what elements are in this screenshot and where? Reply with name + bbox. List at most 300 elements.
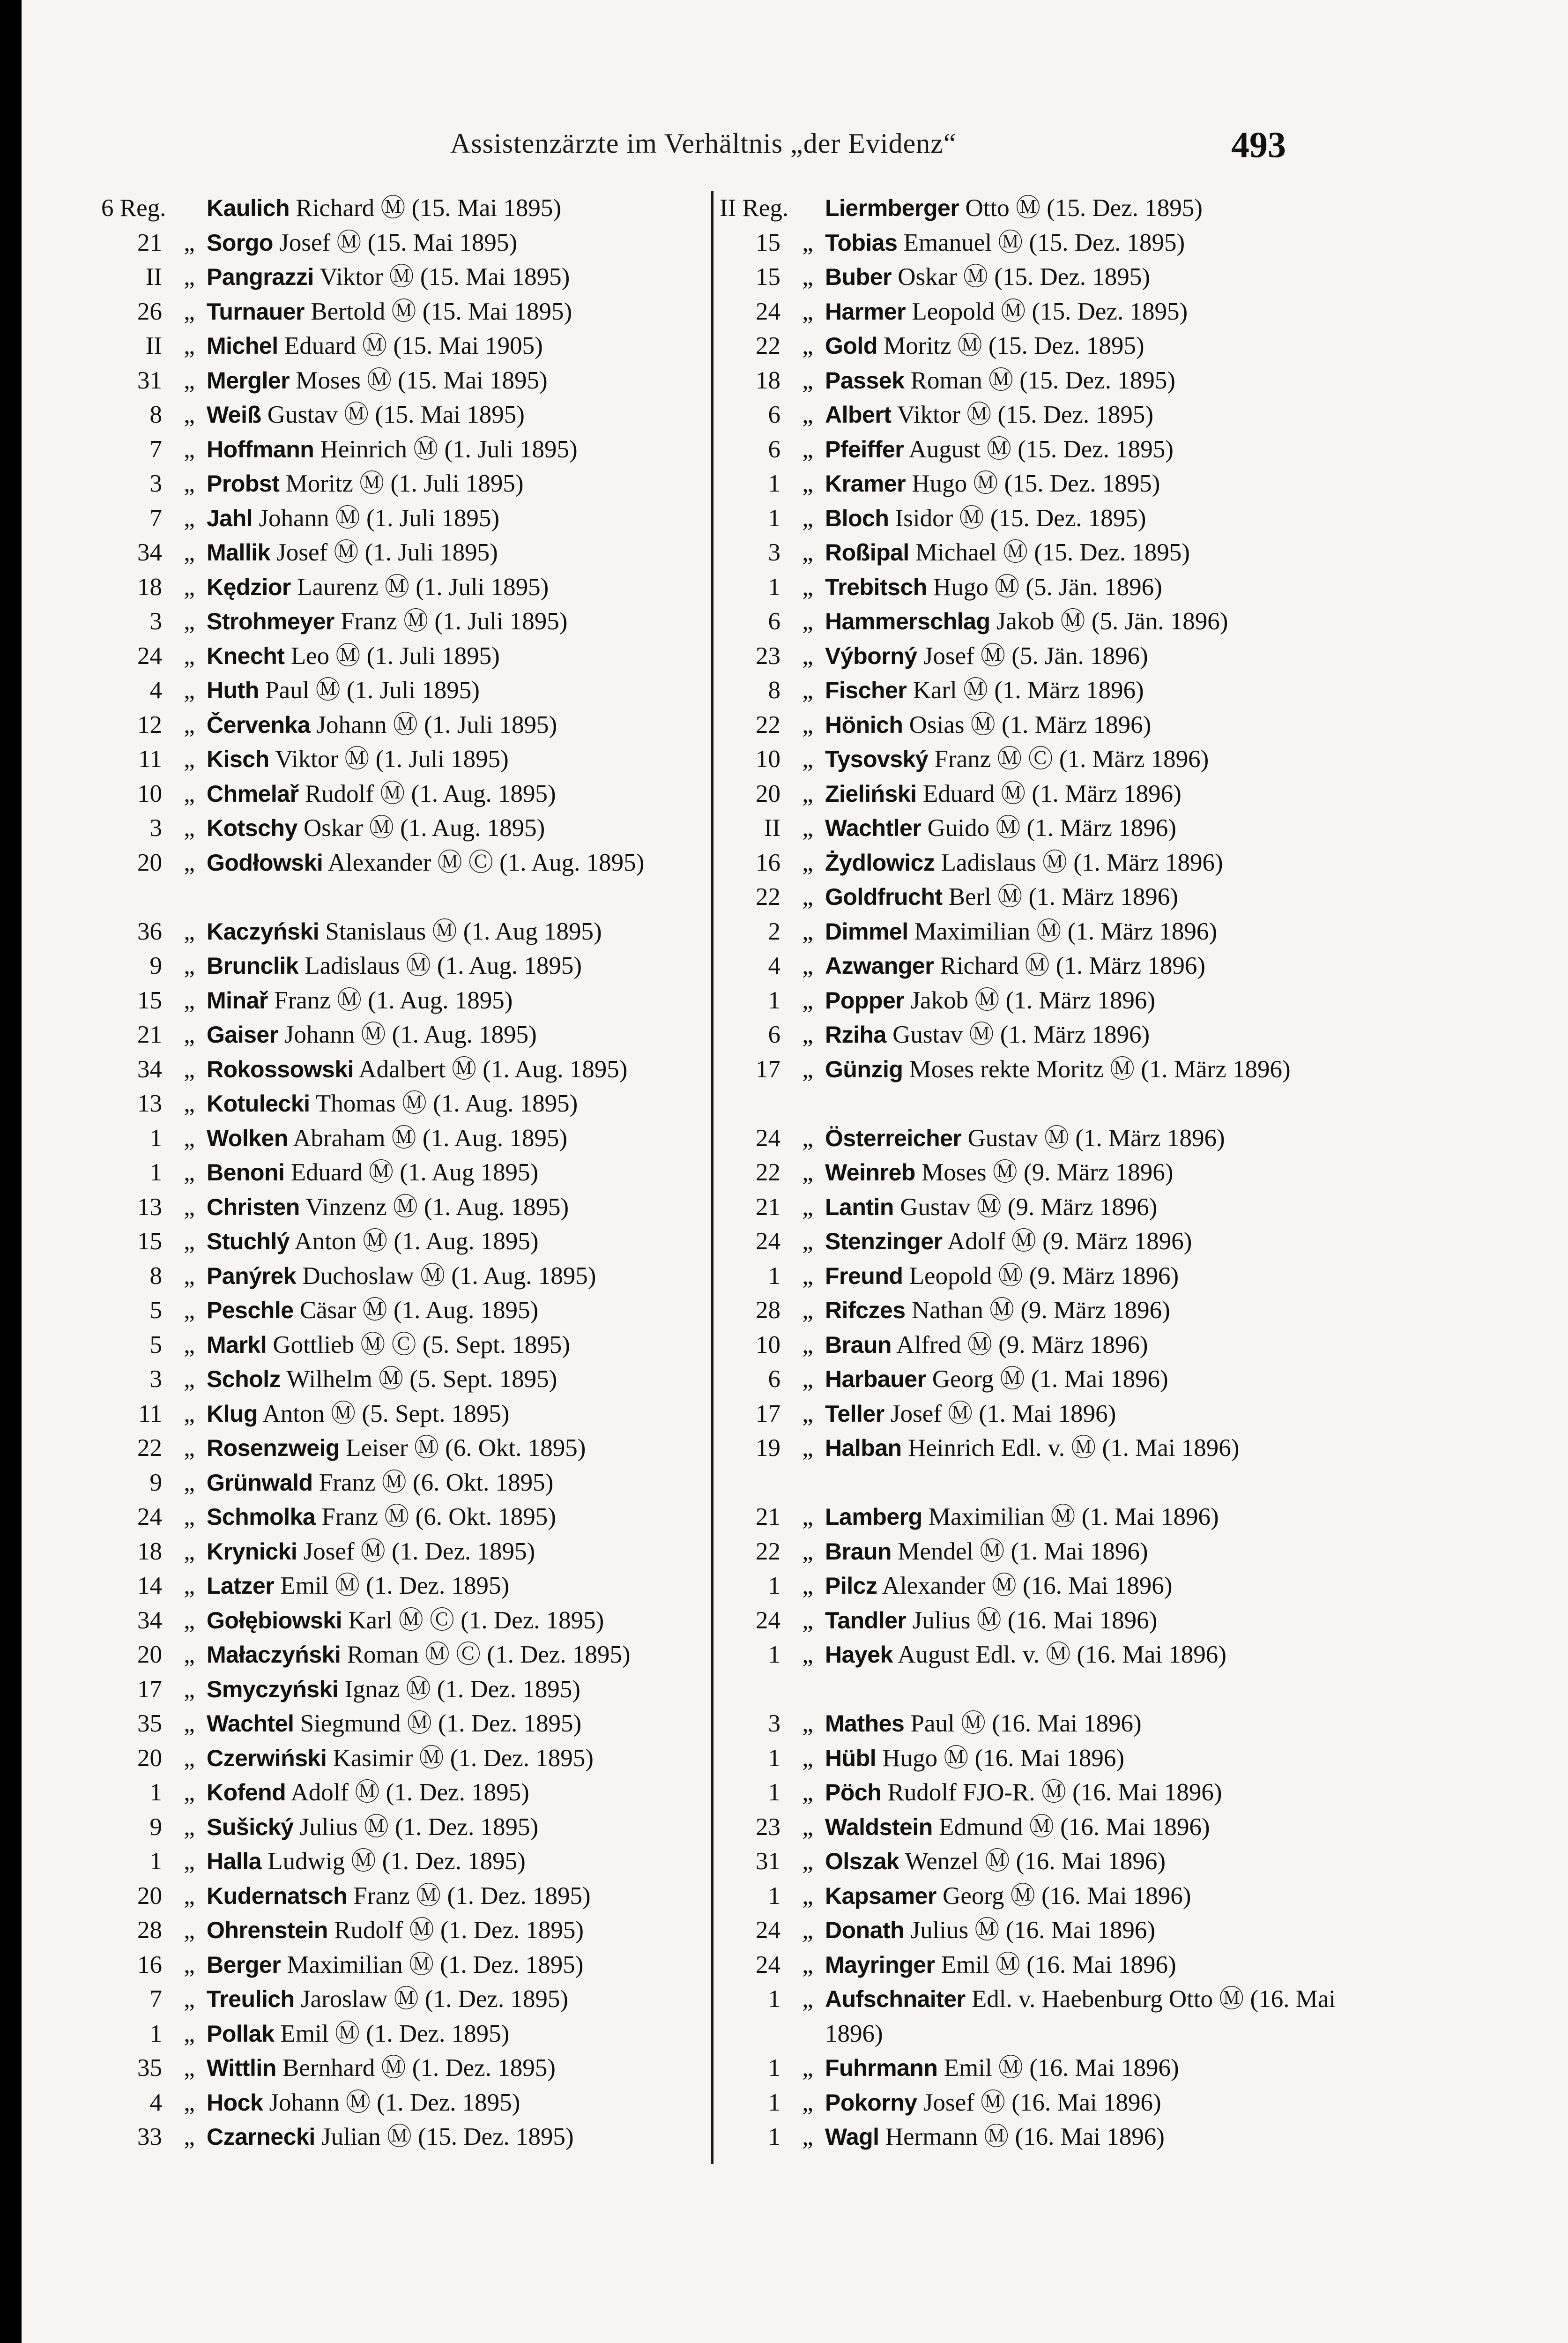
ditto-mark: „ [184,2020,195,2047]
ditto-mark: „ [802,2054,813,2082]
entry-text [207,1156,731,1190]
surname: Buber [825,264,892,290]
ditto-mark: „ [184,1366,195,1393]
list-item [720,708,1350,743]
entry-text [825,1810,1350,1845]
ditto-mark: „ [184,332,195,359]
entry-details: Berl Ⓜ (1. März 1896) [942,883,1178,910]
surname: Latzer [207,1573,275,1599]
list-item [720,949,1350,984]
entry-details: Eduard Ⓜ (15. Mai 1905) [278,332,543,359]
entry-text [825,1431,1350,1466]
entry-text [825,1879,1350,1914]
entry-details: Hermann Ⓜ (16. Mai 1896) [879,2123,1165,2150]
list-item [101,501,731,536]
surname: Kotschy [207,815,297,841]
surname: Mallik [207,539,270,566]
entry-number: 1 [768,2054,780,2082]
entry-details: Franz Ⓜ (6. Okt. 1895) [312,1469,554,1496]
entry-text [825,1293,1350,1328]
entry-details: Ludwig Ⓜ (1. Dez. 1895) [261,1848,526,1875]
surname: Teller [825,1400,884,1427]
ditto-mark: „ [802,2123,813,2150]
ditto-mark: „ [184,1537,195,1565]
entry-details: Franz Ⓜ (1. Dez. 1895) [347,1882,591,1910]
ditto-mark: „ [184,1813,195,1841]
entry-number: 23 [756,642,780,670]
entry-details: Siegmund Ⓜ (1. Dez. 1895) [294,1710,582,1737]
surname: Pfeiffer [825,436,904,463]
list-item [720,1052,1350,1121]
list-item [720,398,1350,433]
surname: Liermberger [825,195,959,221]
list-item [101,1844,731,1879]
ditto-mark: „ [184,2123,195,2150]
entry-details: Karl Ⓜ (1. März 1896) [907,677,1144,704]
ditto-mark: „ [802,573,813,601]
entry-number: 10 [137,780,162,807]
list-item [720,1328,1350,1363]
ditto-mark: „ [802,1641,813,1668]
entry-text [825,1018,1350,1052]
surname: Hübl [825,1745,877,1771]
entry-text [825,639,1350,674]
ditto-mark: „ [184,1469,195,1496]
entry-text [207,329,731,364]
ditto-mark: „ [802,1779,813,1806]
entry-number: 21 [137,229,162,256]
entry-text [207,467,731,501]
entry-text [825,1535,1350,1569]
ditto-mark: „ [802,986,813,1014]
ditto-mark: „ [184,1641,195,1668]
entry-text [207,1844,731,1879]
ditto-mark: „ [802,366,813,394]
list-item [101,191,731,226]
entry-details: Eduard Ⓜ (1. März 1896) [916,780,1182,807]
list-item [720,1293,1350,1328]
entry-number: 24 [756,1606,780,1634]
list-item [101,2017,731,2052]
entry-details: Josef Ⓜ (5. Jän. 1896) [917,642,1148,670]
entry-number: 1 [149,2020,162,2047]
entry-details: Kasimir Ⓜ (1. Dez. 1895) [327,1744,594,1772]
entry-details: Isidor Ⓜ (15. Dez. 1895) [889,504,1146,532]
entry-text [207,1776,731,1810]
entry-text [207,1569,731,1604]
surname: Peschle [207,1297,294,1323]
list-item [720,880,1350,915]
entry-number: 24 [756,1951,780,1978]
entry-number: 35 [137,1710,162,1737]
entry-text [825,2086,1350,2120]
entry-number: 4 [768,952,780,979]
ditto-mark: „ [802,1503,813,1530]
surname: Jahl [207,505,253,531]
entry-details: Moses rekte Moritz Ⓜ (1. März 1896) [903,1055,1291,1083]
surname: Rosenzweig [207,1435,340,1461]
surname: Scholz [207,1366,281,1392]
entry-details: Michael Ⓜ (15. Dez. 1895) [909,539,1190,566]
entry-details: Laurenz Ⓜ (1. Juli 1895) [290,573,549,601]
ditto-mark: „ [184,229,195,256]
ditto-mark: „ [184,1985,195,2013]
entry-details: Emil Ⓜ (1. Dez. 1895) [274,2020,510,2047]
entry-details: Franz Ⓜ (1. Juli 1895) [334,608,568,635]
ditto-mark: „ [802,1813,813,1841]
ditto-mark: „ [184,298,195,325]
entry-text [825,1397,1350,1432]
list-item [720,1431,1350,1500]
entry-text [207,364,731,398]
list-item [101,570,731,605]
entry-details: Adolf Ⓜ (9. März 1896) [942,1228,1192,1255]
entry-number: 20 [137,1744,162,1772]
list-item [720,846,1350,880]
entry-number: 20 [137,1641,162,1668]
entry-number: 3 [149,470,162,497]
entry-details: Johann Ⓜ (1. Dez. 1895) [263,2089,520,2116]
list-item [101,846,731,915]
column-divider [711,191,713,2164]
entry-details: Leo Ⓜ (1. Juli 1895) [284,642,500,670]
ditto-mark: „ [184,435,195,463]
entry-text [825,1328,1350,1363]
entry-details: August Edl. v. Ⓜ (16. Mai 1896) [892,1641,1226,1668]
ditto-mark: „ [802,1331,813,1358]
ditto-mark: „ [184,1848,195,1875]
entry-text [207,1121,731,1156]
list-item [101,2086,731,2120]
list-item [720,1224,1350,1259]
entry-details: Mendel Ⓜ (1. Mai 1896) [891,1537,1148,1565]
entry-number: 16 [756,849,780,876]
entry-text [825,1741,1350,1776]
ditto-mark: „ [184,1882,195,1910]
surname: Pilcz [825,1573,877,1599]
entry-details: Oskar Ⓜ (15. Dez. 1895) [891,263,1150,291]
entry-text [207,191,731,226]
ditto-mark: „ [184,504,195,532]
surname: Fischer [825,677,907,703]
page-number: 493 [1231,124,1286,165]
surname: Azwanger [825,953,934,979]
entry-text [825,1913,1350,1948]
entry-details: Johann Ⓜ (1. Juli 1895) [310,711,557,739]
entry-number: 13 [137,1193,162,1221]
ditto-mark: „ [184,1572,195,1599]
entry-text [207,295,731,329]
entry-number: 6 [768,1366,780,1393]
entry-details: Rudolf Ⓜ (1. Aug. 1895) [298,780,556,807]
entry-number: 20 [137,1882,162,1910]
ditto-mark: „ [184,1434,195,1462]
entry-text [207,1672,731,1707]
entry-text [207,1018,731,1052]
entry-details: Josef Ⓜ (1. Dez. 1895) [297,1537,535,1565]
list-item [101,1604,731,1638]
entry-details: Georg Ⓜ (1. Mai 1896) [926,1366,1168,1393]
entry-number: 16 [137,1951,162,1978]
list-item [101,1190,731,1225]
ditto-mark: „ [802,401,813,428]
entry-details: Maximilian Ⓜ (1. März 1896) [908,918,1218,945]
entry-text [825,501,1350,536]
entry-text [825,777,1350,812]
entry-number: 6 Reg. [101,194,166,222]
surname: Weiß [207,402,261,428]
surname: Kapsamer [825,1882,936,1909]
entry-details: Bertold Ⓜ (15. Mai 1895) [305,298,572,325]
surname: Brunclik [207,953,299,979]
list-item [720,1018,1350,1052]
entry-text [825,364,1350,398]
entry-details: Johann Ⓜ (1. Aug. 1895) [278,1021,537,1048]
ditto-mark: „ [184,986,195,1014]
entry-number: 8 [149,401,162,428]
entry-number: 2 [768,918,780,945]
entry-number: 4 [149,2089,162,2116]
surname: Gaiser [207,1022,278,1048]
entry-details: Rudolf Ⓜ (1. Dez. 1895) [327,1917,584,1944]
entry-details: Leopold Ⓜ (15. Dez. 1895) [906,298,1188,325]
entry-number: 24 [756,1228,780,1255]
list-item [720,2120,1350,2155]
entry-details: Franz Ⓜ (1. Aug. 1895) [268,986,513,1014]
ditto-mark: „ [184,1021,195,1048]
entry-text [825,1604,1350,1638]
ditto-mark: „ [802,1159,813,1186]
entry-number: 1 [768,1779,780,1806]
entry-details: Emil Ⓜ (16. Mai 1896) [937,2054,1179,2082]
entry-number: 3 [149,814,162,842]
ditto-mark: „ [802,814,813,842]
right-column-list [720,191,1350,2155]
entry-details: Edl. v. Haebenburg Otto Ⓜ (16. Mai 1896) [825,1985,1336,2047]
surname: Probst [207,470,280,497]
ditto-mark: „ [802,504,813,532]
surname: Waldstein [825,1813,933,1840]
entry-number: 8 [149,1262,162,1290]
entry-details: Bernhard Ⓜ (1. Dez. 1895) [276,2054,556,2082]
surname: Rifczes [825,1297,906,1323]
surname: Kaczyński [207,918,320,945]
ditto-mark: „ [802,1882,813,1910]
entry-text [207,1638,731,1672]
entry-text [825,811,1350,846]
surname: Lamberg [825,1504,922,1530]
surname: Strohmeyer [207,608,334,634]
surname: Braun [825,1331,892,1358]
entry-text [207,1087,731,1121]
ditto-mark: „ [802,2089,813,2116]
list-item [101,1948,731,1983]
ditto-mark: „ [184,539,195,566]
entry-number: 3 [768,539,780,566]
entry-details: Eduard Ⓜ (1. Aug 1895) [284,1159,539,1186]
ditto-mark: „ [802,918,813,945]
ditto-mark: „ [802,332,813,359]
entry-number: 3 [149,1366,162,1393]
entry-number: 24 [137,642,162,670]
entry-number: 9 [149,1469,162,1496]
ditto-mark: „ [184,1503,195,1530]
surname: Trebitsch [825,574,927,600]
ditto-mark: „ [184,2054,195,2082]
surname: Wolken [207,1125,288,1151]
entry-text [207,1741,731,1776]
ditto-mark: „ [184,1228,195,1255]
entry-details: Gustav Ⓜ (1. März 1896) [961,1124,1225,1152]
entry-details: Maximilian Ⓜ (1. Dez. 1895) [281,1951,584,1978]
entry-details: Guido Ⓜ (1. März 1896) [921,814,1176,842]
ditto-mark: „ [184,263,195,291]
surname: Knecht [207,642,285,669]
entry-text [825,1638,1350,1672]
entry-number: 17 [756,1400,780,1427]
list-item [720,1121,1350,1156]
list-item [101,467,731,501]
ditto-mark: „ [802,1537,813,1565]
entry-text [207,1707,731,1741]
ditto-mark: „ [184,608,195,635]
ditto-mark: „ [184,1779,195,1806]
ditto-mark: „ [802,746,813,773]
entry-number: 9 [149,1813,162,1841]
surname: Kotulecki [207,1090,310,1117]
entry-details: Heinrich Ⓜ (1. Juli 1895) [314,435,578,463]
entry-number: II Reg. [720,194,789,222]
entry-text [825,984,1350,1018]
entry-text [207,1224,731,1259]
entry-details: Paul Ⓜ (16. Mai 1896) [904,1710,1142,1737]
surname: Olszak [825,1848,899,1874]
entry-details: Gustav Ⓜ (9. März 1896) [893,1193,1158,1221]
list-item [101,1569,731,1604]
list-item [720,1982,1350,2051]
list-item [720,1362,1350,1397]
entry-number: 31 [137,366,162,394]
surname: Czarnecki [207,2124,315,2150]
entry-text [207,2086,731,2120]
entry-text [825,536,1350,570]
entry-details: Stanislaus Ⓜ (1. Aug 1895) [319,918,602,945]
ditto-mark: „ [802,608,813,635]
list-item [101,398,731,433]
ditto-mark: „ [802,1917,813,1944]
list-item [720,1259,1350,1294]
surname: Kędzior [207,574,291,600]
list-item [101,1982,731,2017]
entry-text [825,260,1350,295]
surname: Czerwiński [207,1745,327,1771]
surname: Markl [207,1331,267,1358]
surname: Hayek [825,1642,893,1668]
surname: Výborný [825,642,917,669]
entry-text [825,2051,1350,2086]
entry-number: 6 [768,435,780,463]
list-item [720,1156,1350,1190]
entry-number: 13 [137,1090,162,1117]
entry-details: Alexander Ⓜ Ⓒ (1. Aug. 1895) [323,849,645,876]
entry-details: Viktor Ⓜ (15. Mai 1895) [313,263,570,291]
ditto-mark: „ [184,2089,195,2116]
surname: Ohrenstein [207,1917,328,1943]
entry-number: II [145,332,162,359]
entry-number: 21 [137,1021,162,1048]
entry-details: Julian Ⓜ (15. Dez. 1895) [315,2123,574,2150]
entry-number: 18 [137,573,162,601]
list-item [101,1328,731,1363]
entry-details: Duchoslaw Ⓜ (1. Aug. 1895) [296,1262,596,1290]
entry-details: Julius Ⓜ (16. Mai 1896) [906,1606,1158,1634]
entry-text [207,1879,731,1914]
entry-number: 7 [149,504,162,532]
list-item [101,1810,731,1845]
entry-text [825,1156,1350,1190]
ditto-mark: „ [802,1985,813,2013]
entry-details: Ignaz Ⓜ (1. Dez. 1895) [338,1675,580,1703]
entry-text [207,2017,731,2052]
entry-number: 1 [768,1572,780,1599]
surname: Małaczyński [207,1642,341,1668]
entry-number: 21 [756,1193,780,1221]
entry-number: 21 [756,1503,780,1530]
entry-number: 18 [137,1537,162,1565]
surname: Aufschnaiter [825,1986,966,2012]
entry-text [825,329,1350,364]
entry-number: 15 [756,229,780,256]
list-item [101,1776,731,1810]
list-item [101,673,731,708]
entry-details: Gottlieb Ⓜ Ⓒ (5. Sept. 1895) [267,1331,570,1358]
list-item [720,1397,1350,1432]
entry-number: 11 [138,1400,162,1427]
entry-details: Alexander Ⓜ (16. Mai 1896) [877,1572,1173,1599]
ditto-mark: „ [802,229,813,256]
entry-text [207,639,731,674]
entry-details: Emil Ⓜ (16. Mai 1896) [935,1951,1176,1978]
entry-details: Moses Ⓜ (9. März 1896) [915,1159,1174,1186]
list-item [720,1741,1350,1776]
ditto-mark: „ [184,470,195,497]
entry-details: Leopold Ⓜ (9. März 1896) [903,1262,1179,1290]
entry-text [207,1535,731,1569]
list-item [720,915,1350,949]
entry-number: 20 [756,780,780,807]
ditto-mark: „ [184,1331,195,1358]
entry-number: 22 [756,1159,780,1186]
list-item [101,639,731,674]
entry-number: 24 [137,1503,162,1530]
list-item [720,1500,1350,1535]
entry-text [207,1466,731,1500]
list-item [720,191,1350,226]
surname: Krynicki [207,1538,297,1565]
surname: Popper [825,987,905,1014]
ditto-mark: „ [184,711,195,739]
entry-details: Roman Ⓜ Ⓒ (1. Dez. 1895) [341,1641,631,1668]
entry-text [825,742,1350,777]
list-item [101,1500,731,1535]
ditto-mark: „ [184,918,195,945]
ditto-mark: „ [184,1606,195,1634]
surname: Treulich [207,1986,295,2012]
entry-number: 1 [149,1779,162,1806]
ditto-mark: „ [802,1297,813,1324]
entry-details: Franz Ⓜ Ⓒ (1. März 1896) [928,746,1209,773]
entry-number: 1 [768,573,780,601]
